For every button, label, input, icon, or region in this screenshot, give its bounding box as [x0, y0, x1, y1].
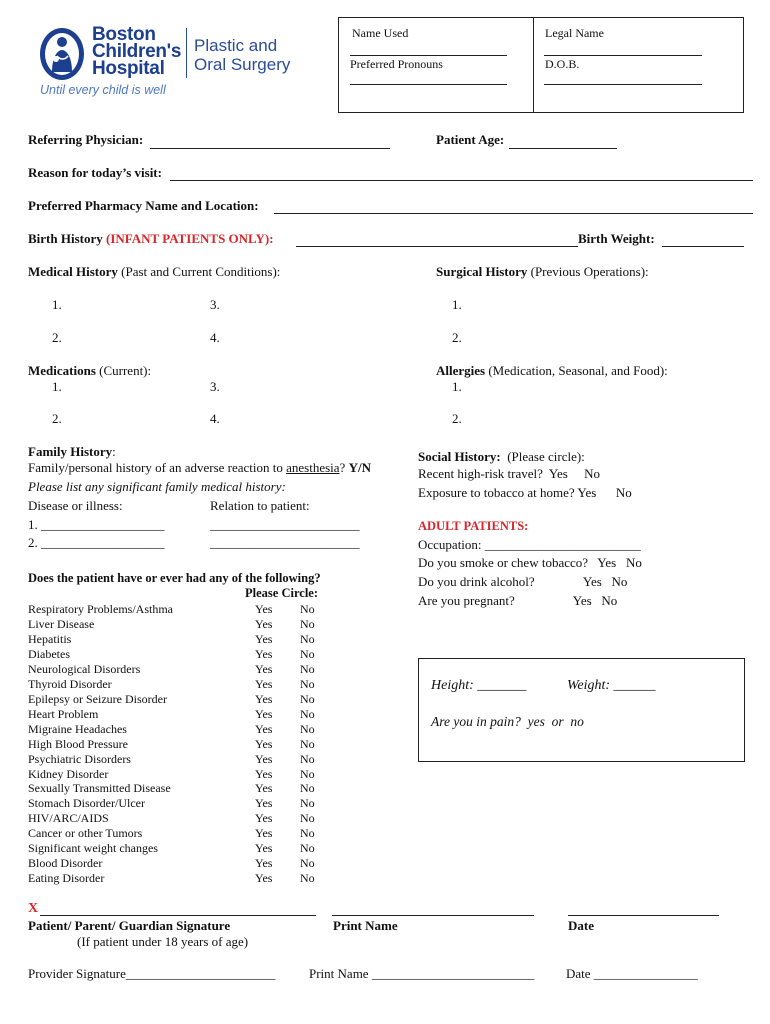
allergies-label: Allergies: [436, 363, 486, 378]
logo-name: Boston Children's Hospital: [92, 24, 182, 79]
birth-history-field[interactable]: [296, 246, 578, 247]
condition-label: Stomach Disorder/Ulcer: [28, 796, 145, 811]
date-field[interactable]: [568, 915, 719, 916]
condition-label: Thyroid Disorder: [28, 676, 112, 691]
conditions-question: Does the patient have or ever had any of the following?: [28, 571, 321, 585]
name-used-field[interactable]: [350, 55, 507, 56]
logo-divider: [186, 28, 187, 78]
tobacco-exposure-question[interactable]: Exposure to tobacco at home? Yes No: [418, 485, 632, 500]
condition-label: Psychiatric Disorders: [28, 751, 131, 766]
guardian-note: (If patient under 18 years of age): [77, 934, 249, 949]
pharmacy-label: Preferred Pharmacy Name and Location:: [28, 198, 259, 213]
condition-yes-option[interactable]: Yes: [255, 826, 273, 841]
condition-yes-option[interactable]: Yes: [255, 617, 273, 631]
reason-field[interactable]: [170, 180, 753, 181]
legal-name-field[interactable]: [544, 55, 702, 56]
adult-patients-heading: ADULT PATIENTS:: [418, 519, 529, 533]
condition-yes-option[interactable]: Yes: [255, 631, 273, 646]
disease-field-1[interactable]: 1. ___________________: [28, 517, 165, 532]
condition-no-option[interactable]: No: [300, 781, 315, 796]
condition-label: Cancer or other Tumors: [28, 826, 143, 841]
condition-no-option[interactable]: No: [300, 736, 315, 751]
name-used-label: Name Used: [352, 26, 409, 40]
family-history-heading: [28, 444, 116, 460]
anesthesia-word: anesthesia: [286, 460, 340, 475]
birth-history-label: [28, 231, 274, 247]
condition-label: Epilepsy or Seizure Disorder: [28, 691, 167, 706]
family-history-label: Family History: [28, 444, 113, 459]
id-box-divider: [533, 17, 534, 113]
logo-department: Plastic and Oral Surgery: [194, 36, 291, 74]
allergy-1[interactable]: 1.: [452, 379, 462, 394]
legal-name-label: Legal Name: [545, 26, 604, 40]
birth-history-text: Birth History: [28, 231, 106, 246]
condition-yes-option[interactable]: Yes: [255, 602, 273, 616]
medications-label: Medications: [28, 363, 96, 378]
please-circle-label: Please Circle:: [245, 586, 318, 600]
condition-label: Hepatitis: [28, 631, 72, 646]
condition-label: Eating Disorder: [28, 871, 105, 886]
medical-history-label: Medical History: [28, 264, 118, 279]
height-field[interactable]: Height: _______: [431, 678, 527, 693]
allergy-2[interactable]: 2.: [452, 411, 462, 426]
condition-label: Diabetes: [28, 646, 70, 661]
medical-history-heading: [28, 264, 280, 280]
condition-label: Blood Disorder: [28, 856, 103, 871]
condition-no-option[interactable]: No: [300, 826, 315, 841]
condition-yes-option[interactable]: Yes: [255, 856, 273, 871]
condition-yes-option[interactable]: Yes: [255, 811, 273, 826]
relation-label: Relation to patient:: [210, 498, 310, 513]
social-history-label: Social History:: [418, 449, 501, 464]
condition-label: Heart Problem: [28, 706, 99, 721]
preferred-pronouns-label: Preferred Pronouns: [350, 57, 443, 71]
anesthesia-question-end: ?: [339, 460, 349, 475]
birth-weight-field[interactable]: [662, 246, 744, 247]
signature-x-mark: X: [28, 901, 39, 916]
condition-yes-option[interactable]: Yes: [255, 871, 273, 886]
referring-physician-label: Referring Physician:: [28, 132, 144, 147]
pregnant-question[interactable]: Are you pregnant? Yes No: [418, 593, 618, 608]
medications-heading: [28, 363, 151, 379]
pharmacy-field[interactable]: [274, 213, 753, 214]
guardian-signature-field[interactable]: [40, 915, 316, 916]
condition-label: Significant weight changes: [28, 841, 158, 856]
condition-no-option[interactable]: No: [300, 766, 315, 781]
condition-yes-option[interactable]: Yes: [255, 691, 273, 706]
condition-yes-option[interactable]: Yes: [255, 796, 273, 811]
anesthesia-yn[interactable]: Y/N: [348, 460, 371, 475]
surgical-history-note: (Previous Operations):: [527, 264, 649, 279]
provider-signature-field[interactable]: Provider Signature_______________________: [28, 966, 276, 981]
disease-field-2[interactable]: 2. ___________________: [28, 535, 165, 550]
medical-history-3[interactable]: 3.: [210, 297, 220, 312]
condition-yes-option[interactable]: Yes: [255, 751, 273, 766]
guardian-signature-label: Patient/ Parent/ Guardian Signature: [28, 918, 231, 933]
referring-physician-field[interactable]: [150, 148, 390, 149]
condition-label: Liver Disease: [28, 617, 95, 631]
logo-tagline: Until every child is well: [40, 83, 166, 97]
occupation-field[interactable]: Occupation: ________________________: [418, 537, 641, 552]
condition-no-option[interactable]: No: [300, 871, 315, 886]
medical-history-4[interactable]: 4.: [210, 330, 220, 345]
condition-label: Neurological Disorders: [28, 661, 141, 676]
medication-1[interactable]: 1.: [52, 379, 62, 394]
date-label: Date: [568, 918, 594, 933]
medical-history-2[interactable]: 2.: [52, 330, 62, 345]
condition-label: Migraine Headaches: [28, 721, 127, 736]
dob-label: D.O.B.: [545, 57, 580, 71]
condition-no-option[interactable]: No: [300, 661, 315, 676]
condition-no-option[interactable]: No: [300, 631, 315, 646]
condition-no-option[interactable]: No: [300, 646, 315, 661]
family-history-colon: :: [112, 444, 116, 459]
preferred-pronouns-field[interactable]: [350, 84, 507, 85]
travel-question[interactable]: Recent high-risk travel? Yes No: [418, 466, 600, 481]
condition-label: Sexually Transmitted Disease: [28, 781, 171, 796]
condition-no-option[interactable]: No: [300, 602, 315, 616]
medication-4[interactable]: 4.: [210, 411, 220, 426]
condition-no-option[interactable]: No: [300, 721, 315, 736]
pain-question[interactable]: Are you in pain? yes or no: [431, 714, 584, 729]
birth-weight-label: Birth Weight:: [578, 231, 655, 246]
anesthesia-question-text: Family/personal history of an adverse reaction to: [28, 460, 287, 475]
surgical-history-2[interactable]: 2.: [452, 330, 462, 345]
condition-no-option[interactable]: No: [300, 691, 315, 706]
disease-label: Disease or illness:: [28, 498, 123, 513]
condition-no-option[interactable]: No: [300, 617, 315, 631]
condition-yes-option[interactable]: Yes: [255, 736, 273, 751]
smoke-question[interactable]: Do you smoke or chew tobacco? Yes No: [418, 555, 642, 570]
family-history-instruction: Please list any significant family medical history:: [28, 479, 286, 494]
vitals-box: [418, 658, 745, 762]
medical-history-1[interactable]: 1.: [52, 297, 62, 312]
medication-3[interactable]: 3.: [210, 379, 220, 394]
medications-note: (Current):: [95, 363, 152, 378]
hospital-emblem-icon: [38, 26, 88, 82]
anesthesia-question: [28, 460, 371, 476]
condition-yes-option[interactable]: Yes: [255, 766, 273, 781]
surgical-history-heading: [436, 264, 649, 280]
condition-label: HIV/ARC/AIDS: [28, 811, 109, 826]
condition-no-option[interactable]: No: [300, 676, 315, 691]
condition-no-option[interactable]: No: [300, 706, 315, 721]
condition-no-option[interactable]: No: [300, 796, 315, 811]
provider-print-name-field[interactable]: Print Name _________________________: [309, 966, 535, 981]
reason-label: Reason for today’s visit:: [28, 165, 162, 180]
relation-field-2[interactable]: _______________________: [210, 535, 360, 550]
provider-date-field[interactable]: Date ________________: [566, 966, 698, 981]
condition-yes-option[interactable]: Yes: [255, 706, 273, 721]
allergies-note: (Medication, Seasonal, and Food):: [485, 363, 668, 378]
dob-field[interactable]: [544, 84, 702, 85]
relation-field-1[interactable]: _______________________: [210, 517, 360, 532]
condition-label: Respiratory Problems/Asthma: [28, 602, 173, 616]
condition-no-option[interactable]: No: [300, 751, 315, 766]
medical-history-note: (Past and Current Conditions):: [117, 264, 281, 279]
alcohol-question[interactable]: Do you drink alcohol? Yes No: [418, 574, 628, 589]
surgical-history-1[interactable]: 1.: [452, 297, 462, 312]
patient-age-field[interactable]: [509, 148, 617, 149]
surgical-history-label: Surgical History: [436, 264, 528, 279]
social-history-heading: [418, 449, 585, 465]
condition-label: Kidney Disorder: [28, 766, 109, 781]
print-name-field[interactable]: [332, 915, 534, 916]
condition-no-option[interactable]: No: [300, 841, 315, 856]
condition-yes-option[interactable]: Yes: [255, 721, 273, 736]
weight-field[interactable]: Weight: ______: [567, 678, 656, 693]
print-name-label: Print Name: [333, 918, 398, 933]
condition-yes-option[interactable]: Yes: [255, 646, 273, 661]
medication-2[interactable]: 2.: [52, 411, 62, 426]
condition-no-option[interactable]: No: [300, 811, 315, 826]
social-history-note: (Please circle):: [500, 449, 585, 464]
infant-only-note: (INFANT PATIENTS ONLY):: [106, 231, 274, 246]
allergies-heading: [436, 363, 668, 379]
condition-yes-option[interactable]: Yes: [255, 781, 273, 796]
condition-label: High Blood Pressure: [28, 736, 128, 751]
condition-no-option[interactable]: No: [300, 856, 315, 871]
patient-age-label: Patient Age:: [436, 132, 505, 147]
condition-yes-option[interactable]: Yes: [255, 676, 273, 691]
hospital-logo: [38, 26, 308, 100]
condition-yes-option[interactable]: Yes: [255, 661, 273, 676]
condition-yes-option[interactable]: Yes: [255, 841, 273, 856]
